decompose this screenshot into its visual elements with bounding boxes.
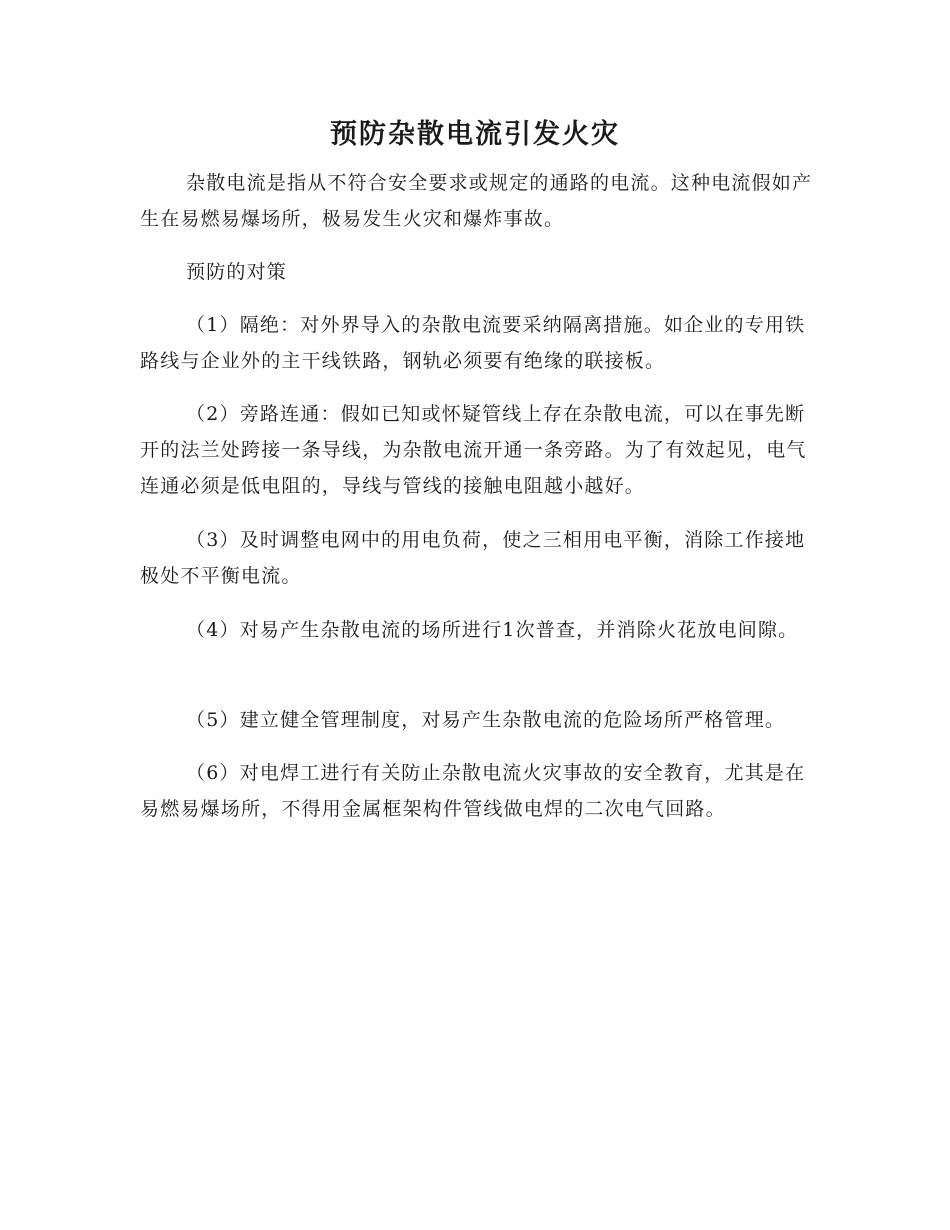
intro-paragraph: 杂散电流是指从不符合安全要求或规定的通路的电流。这种电流假如产生在易燃易爆场所，极易发生火灾和爆炸事故。	[140, 172, 813, 230]
measure-item-6: （6）对电焊工进行有关防止杂散电流火灾事故的安全教育，尤其是在易燃易爆场所，不得用金属框架构件管线做电焊的二次电气回路。	[140, 762, 806, 820]
section-heading: 预防的对策	[186, 261, 288, 283]
measure-item-3: （3）及时调整电网中的用电负荷，使之三相用电平衡，消除工作接地极处不平衡电流。	[140, 529, 806, 587]
measure-item-2: （2）旁路连通：假如已知或怀疑管线上存在杂散电流，可以在事先断开的法兰处跨接一条导线，为杂散电流开通一条旁路。为了有效起见，电气连通必须是低电阻的，导线与管线的接触电阻越小越好。	[140, 403, 807, 497]
measure-item-5: （5）建立健全管理制度，对易产生杂散电流的危险场所严格管理。	[186, 709, 786, 731]
measure-item-1: （1）隔绝：对外界导入的杂散电流要采纳隔离措施。如企业的专用铁路线与企业外的主干线铁路，钢轨必须要有绝缘的联接板。	[140, 314, 806, 372]
page-title: 预防杂散电流引发火灾	[330, 119, 620, 150]
measure-item-4: （4）对易产生杂散电流的场所进行1次普查，并消除火花放电间隙。	[186, 619, 799, 641]
